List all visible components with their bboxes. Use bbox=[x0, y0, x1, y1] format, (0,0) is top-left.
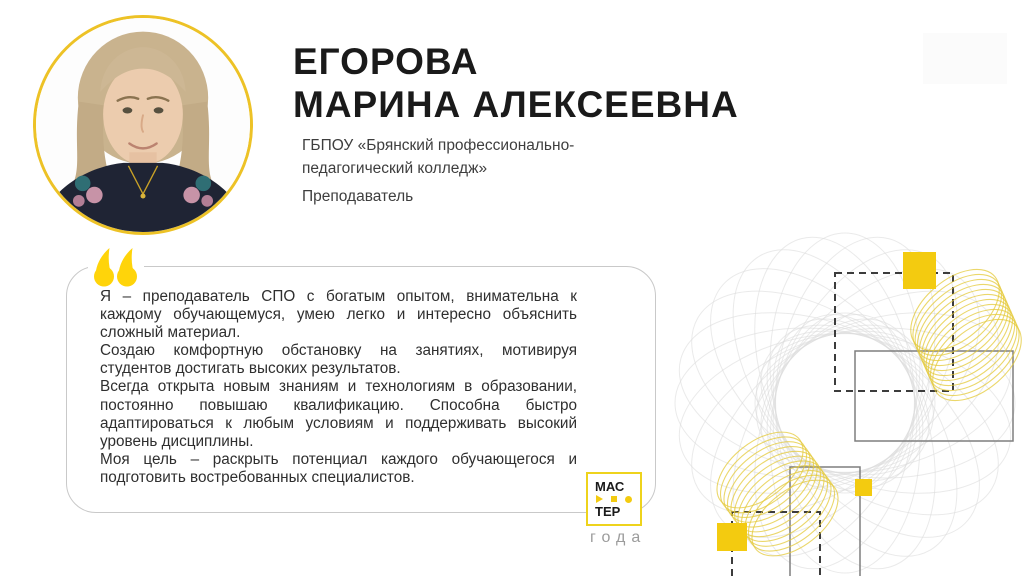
spirograph-swirl bbox=[660, 225, 1024, 576]
quote-paragraph: Я – преподаватель СПО с богатым опытом, внимательна к каждому обучающемуся, умею легко и интересно объяснить сложный материал. bbox=[100, 288, 577, 342]
yellow-square-top bbox=[903, 252, 936, 289]
master-goda-logo bbox=[586, 472, 647, 546]
triangle-icon bbox=[596, 495, 603, 503]
decorative-pattern bbox=[660, 225, 1024, 576]
quote-icon bbox=[88, 248, 144, 288]
profile-photo bbox=[33, 15, 253, 235]
logo-caption: года bbox=[590, 529, 647, 546]
yellow-square-small bbox=[855, 479, 872, 496]
logo-text-top: МАС bbox=[595, 479, 625, 494]
square-icon bbox=[611, 496, 617, 502]
yellow-square-bottom bbox=[717, 523, 747, 551]
person-name bbox=[293, 40, 739, 126]
quote-paragraph: Моя цель – раскрыть потенциал каждого обучающегося и подготовить востребованных специалистов. bbox=[100, 450, 577, 486]
organization-text: ГБПОУ «Брянский профессионально-педагогический колледж» bbox=[302, 137, 575, 177]
logo-box bbox=[586, 472, 642, 526]
quote-paragraph: Создаю комфортную обстановку на занятиях, мотивируя студентов достигать высоких результатов. bbox=[100, 342, 577, 378]
watermark-rect bbox=[923, 33, 1007, 84]
logo-text-bottom: ТЕР bbox=[595, 504, 621, 519]
circle-icon bbox=[625, 496, 632, 503]
position-text: Преподаватель bbox=[302, 188, 414, 205]
quote-paragraph: Всегда открыта новым знаниям и технологиям в образовании, постоянно повышаю квалификацию. Способна быстро адаптироваться к любым условиям и поддерживать высокий уровень дисциплины. bbox=[100, 378, 577, 450]
person-last-name: ЕГОРОВА bbox=[293, 41, 479, 82]
logo-shapes-row bbox=[596, 495, 632, 503]
person-first-middle-name: МАРИНА АЛЕКСЕЕВНА bbox=[293, 84, 739, 125]
quote-text bbox=[100, 288, 577, 487]
portrait-illustration bbox=[36, 18, 250, 232]
